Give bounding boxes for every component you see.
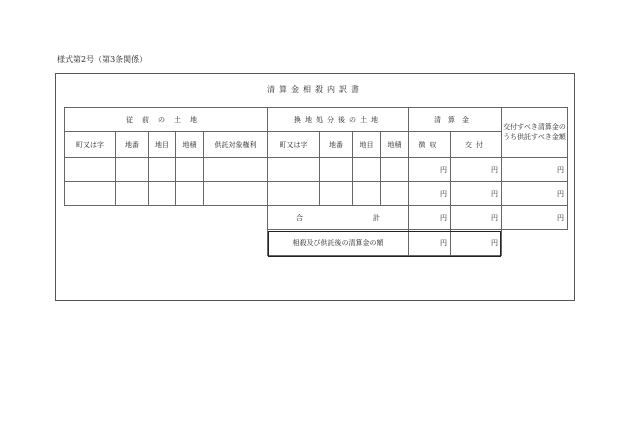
yen-cell: 円 — [451, 230, 502, 256]
total-row — [65, 206, 568, 230]
col-former-deposit-right: 供託対象権利 — [204, 132, 268, 158]
yen-cell: 円 — [409, 158, 451, 182]
cell-empty — [320, 182, 353, 206]
cell-empty — [204, 182, 268, 206]
cell-empty — [381, 182, 409, 206]
header-former-land: 従前の土地 — [65, 108, 268, 132]
col-replot-area: 地積 — [381, 132, 409, 158]
offset-label: 相殺及び供託後の清算金の額 — [268, 230, 409, 256]
col-former-category: 地目 — [149, 132, 176, 158]
cell-empty — [268, 182, 320, 206]
cell-empty — [381, 158, 409, 182]
table-row — [65, 158, 568, 182]
col-replot-category: 地目 — [353, 132, 381, 158]
col-replot-town: 町又は字 — [268, 132, 320, 158]
cell-empty — [116, 182, 149, 206]
yen-cell: 円 — [451, 182, 502, 206]
header-deliverable-deposit: 交付すべき清算金のうち供託すべき金額 — [502, 108, 568, 158]
offset-row — [65, 230, 568, 256]
yen-cell: 円 — [409, 182, 451, 206]
col-former-lot: 地番 — [116, 132, 149, 158]
table-row — [65, 182, 568, 206]
yen-cell: 円 — [502, 158, 568, 182]
cell-empty — [268, 158, 320, 182]
yen-cell: 円 — [502, 182, 568, 206]
cell-empty — [65, 158, 116, 182]
total-label-right: 計 — [373, 213, 380, 222]
yen-cell: 円 — [502, 206, 568, 230]
total-label-left: 合 — [296, 213, 303, 222]
cell-empty — [149, 158, 176, 182]
yen-cell: 円 — [451, 158, 502, 182]
document-title: 清算金相殺内訳書 — [267, 85, 363, 94]
cell-empty — [176, 182, 204, 206]
col-delivery: 交付 — [451, 132, 502, 158]
yen-cell: 円 — [409, 230, 451, 256]
col-collection: 徴収 — [409, 132, 451, 158]
header-settlement: 清算金 — [409, 108, 502, 132]
col-replot-lot: 地番 — [320, 132, 353, 158]
total-label — [268, 206, 409, 230]
cell-empty — [176, 158, 204, 182]
col-former-town: 町又は字 — [65, 132, 116, 158]
cell-empty — [353, 158, 381, 182]
cell-empty — [65, 182, 116, 206]
header-replot-land: 換地処分後の土地 — [268, 108, 409, 132]
yen-cell: 円 — [451, 206, 502, 230]
cell-empty — [320, 158, 353, 182]
cell-empty — [116, 158, 149, 182]
cell-empty — [204, 158, 268, 182]
cell-empty — [149, 182, 176, 206]
col-former-area: 地積 — [176, 132, 204, 158]
yen-cell: 円 — [409, 206, 451, 230]
header-row-columns — [65, 132, 568, 158]
cell-empty — [353, 182, 381, 206]
header-row-group — [65, 108, 568, 132]
form-number-label: 様式第2号（第3条関係） — [57, 55, 148, 64]
settlement-breakdown-table — [64, 107, 568, 256]
